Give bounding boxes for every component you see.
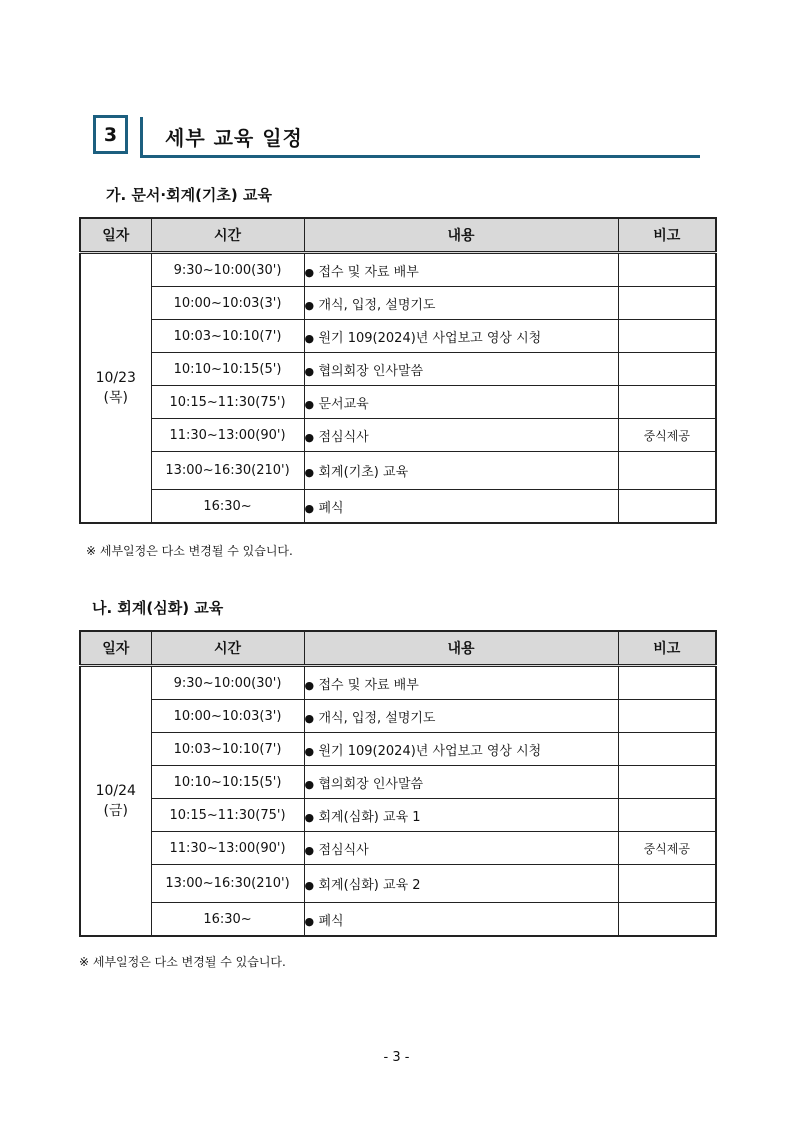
time-cell: 10:10~10:15(5'): [151, 766, 304, 799]
table-row: [80, 419, 716, 452]
header-time: 시간: [151, 631, 304, 666]
header-time: 시간: [151, 218, 304, 253]
table-row: [80, 799, 716, 832]
date-value: 10/23: [95, 370, 136, 386]
schedule-table-basic: [79, 217, 717, 524]
bullet-icon: ●: [304, 777, 315, 791]
table-row: [80, 766, 716, 799]
note-cell: [618, 766, 716, 799]
sub-heading-advanced: 나. 회계(심화) 교육: [92, 599, 224, 617]
bullet-icon: ●: [304, 914, 315, 928]
header-date: 일자: [80, 218, 151, 253]
header-date: 일자: [80, 631, 151, 666]
content-text: 협의회장 인사말씀: [318, 776, 424, 792]
bullet-icon: ●: [304, 397, 315, 411]
date-cell: [80, 253, 151, 524]
bullet-icon: ●: [304, 879, 315, 892]
footnote-basic: ※ 세부일정은 다소 변경될 수 있습니다.: [86, 544, 293, 558]
note-cell: [618, 666, 716, 700]
bullet-icon: ●: [304, 501, 315, 515]
table-row: [80, 865, 716, 903]
note-cell: [618, 799, 716, 832]
content-text: 폐식: [318, 913, 344, 929]
content-cell: [304, 386, 618, 419]
header-note: 비고: [618, 631, 716, 666]
table-row: [80, 320, 716, 353]
note-cell: 중식제공: [618, 419, 716, 452]
sub-heading-basic: 가. 문서·회계(기초) 교육: [106, 186, 272, 204]
time-cell: 11:30~13:00(90'): [151, 832, 304, 865]
bullet-icon: ●: [304, 298, 315, 312]
date-value: 10/24: [95, 783, 136, 799]
content-cell: [304, 700, 618, 733]
time-cell: 10:03~10:10(7'): [151, 320, 304, 353]
bullet-icon: ●: [304, 331, 315, 345]
note-cell: [618, 903, 716, 937]
content-cell: [304, 832, 618, 865]
note-cell: [618, 386, 716, 419]
content-text: 개식, 입정, 설명기도: [318, 710, 436, 726]
content-text: 문서교육: [318, 396, 369, 412]
header-content: 내용: [304, 631, 618, 666]
bullet-icon: ●: [304, 711, 315, 725]
table-row: [80, 353, 716, 386]
section-title: 세부 교육 일정: [165, 126, 303, 150]
bullet-icon: ●: [304, 265, 315, 279]
content-cell: [304, 666, 618, 700]
content-cell: [304, 320, 618, 353]
content-text: 폐식: [318, 500, 344, 516]
note-cell: [618, 452, 716, 490]
content-cell: [304, 287, 618, 320]
note-cell: [618, 320, 716, 353]
date-cell: [80, 666, 151, 937]
table-row: [80, 490, 716, 524]
content-text: 원기 109(2024)년 사업보고 영상 시청: [318, 743, 542, 759]
content-cell: [304, 799, 618, 832]
note-cell: [618, 253, 716, 287]
content-text: 회계(심화) 교육 2: [318, 878, 421, 893]
note-cell: [618, 865, 716, 903]
time-cell: 11:30~13:00(90'): [151, 419, 304, 452]
bullet-icon: ●: [304, 843, 315, 857]
content-text: 회계(기초) 교육: [318, 465, 409, 480]
time-cell: 10:15~11:30(75'): [151, 799, 304, 832]
table-row: [80, 832, 716, 865]
time-cell: 10:00~10:03(3'): [151, 287, 304, 320]
time-cell: 10:03~10:10(7'): [151, 733, 304, 766]
title-divider-vertical: [140, 117, 143, 158]
content-text: 접수 및 자료 배부: [318, 677, 419, 693]
note-cell: [618, 353, 716, 386]
content-text: 원기 109(2024)년 사업보고 영상 시청: [318, 330, 542, 346]
content-text: 점심식사: [318, 842, 369, 858]
table-header-row: [80, 218, 716, 253]
table-row: [80, 666, 716, 700]
note-cell: [618, 733, 716, 766]
title-underline: [140, 155, 700, 158]
section-header: [93, 115, 700, 160]
section-number: 3: [93, 115, 128, 154]
bullet-icon: ●: [304, 364, 315, 378]
header-note: 비고: [618, 218, 716, 253]
page-number: - 3 -: [383, 1050, 410, 1065]
table-row: [80, 253, 716, 287]
time-cell: 16:30~: [151, 490, 304, 524]
time-cell: 9:30~10:00(30'): [151, 253, 304, 287]
note-cell: [618, 490, 716, 524]
content-cell: [304, 490, 618, 524]
time-cell: 10:15~11:30(75'): [151, 386, 304, 419]
content-cell: [304, 452, 618, 490]
time-cell: 13:00~16:30(210'): [151, 865, 304, 903]
content-text: 점심식사: [318, 429, 369, 445]
time-cell: 9:30~10:00(30'): [151, 666, 304, 700]
header-content: 내용: [304, 218, 618, 253]
content-cell: [304, 766, 618, 799]
table-row: [80, 452, 716, 490]
bullet-icon: ●: [304, 810, 315, 824]
bullet-icon: ●: [304, 430, 315, 444]
content-cell: [304, 253, 618, 287]
time-cell: 16:30~: [151, 903, 304, 937]
table-row: [80, 903, 716, 937]
table-row: [80, 733, 716, 766]
bullet-icon: ●: [304, 744, 315, 758]
content-cell: [304, 903, 618, 937]
content-cell: [304, 865, 618, 903]
note-cell: [618, 287, 716, 320]
time-cell: 10:00~10:03(3'): [151, 700, 304, 733]
table-header-row: [80, 631, 716, 666]
note-cell: 중식제공: [618, 832, 716, 865]
content-cell: [304, 353, 618, 386]
date-weekday: (목): [103, 390, 128, 406]
date-weekday: (금): [103, 803, 128, 819]
content-text: 협의회장 인사말씀: [318, 363, 424, 379]
content-text: 접수 및 자료 배부: [318, 264, 419, 280]
table-row: [80, 287, 716, 320]
content-cell: [304, 419, 618, 452]
content-cell: [304, 733, 618, 766]
bullet-icon: ●: [304, 466, 315, 479]
bullet-icon: ●: [304, 678, 315, 692]
note-cell: [618, 700, 716, 733]
time-cell: 10:10~10:15(5'): [151, 353, 304, 386]
content-text: 개식, 입정, 설명기도: [318, 297, 436, 313]
schedule-table-advanced: [79, 630, 717, 937]
footnote-advanced: ※ 세부일정은 다소 변경될 수 있습니다.: [79, 955, 286, 969]
table-row: [80, 386, 716, 419]
table-row: [80, 700, 716, 733]
time-cell: 13:00~16:30(210'): [151, 452, 304, 490]
content-text: 회계(심화) 교육 1: [318, 809, 421, 825]
